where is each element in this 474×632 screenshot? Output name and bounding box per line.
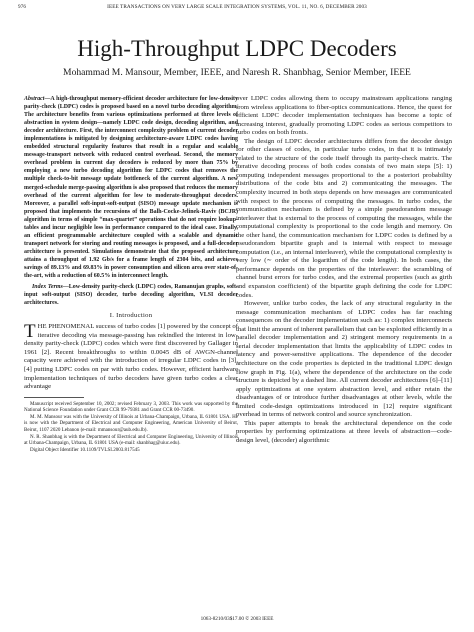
abstract-text: A high-throughput memory-efficient decoder architecture for low-density parity-check (LDPC) codes is proposed based on a novel turbo decoding algorithm. The architecture benefits from various optimizations performed at three levels of abstraction in system design—namely LDPC code design, decoding algorithm, and decoder architecture. First, the interconnect complexity problem of current decoder implementations is mitigated by designing architecture-aware LDPC codes having embedded structural regularity features that result in a regular and scalable message-transport network with reduced control overhead. Second, the memory overhead problem in current day decoders is reduced by more than 75% by employing a new turbo decoding algorithm for LDPC codes that removes the multiple check-to-bit message update bottleneck of the current algorithm. A new merged-schedule merge-passing algorithm is also proposed that reduces the memory overhead of the current algorithm for low to moderate-throughput decoders. Moreover, a parallel soft-input-soft-output (SISO) message update mechanism is proposed that implements the recursions of the Balh-Cocke-Jelinek-Raviv (BCJR) algorithm in terms of simple “max-quartet” operations that do not require lookup-tables and incur negligible loss in performance compared to the ideal case. Finally, an efficient programmable architecture coupled with a scalable and dynamic transport network for storing and routing messages is proposed, and a full-decoder architecture is presented. Simulations demonstrate that the proposed architecture attains a throughput of 1.92 Gb/s for a frame length of 2304 bits, and achieves savings of 89.13% and 69.83% in power consumption and silicon area over state-of-the-art, with a reduction of 60.5% in interconnect length. bbox=[24, 96, 238, 280]
paper-title: High-Throughput LDPC Decoders bbox=[77, 36, 397, 61]
body-paragraph: This paper attempts to break the architectural dependence on the code properties by performing optimizations at three levels of abstraction—code-design level, (decoder) algorithmic bbox=[236, 419, 452, 444]
left-column bbox=[24, 95, 238, 453]
running-head bbox=[18, 4, 456, 14]
section-heading: I. Introduction bbox=[109, 312, 153, 320]
right-column bbox=[236, 95, 452, 445]
intro-text: HE PHENOMENAL success of turbo codes [1] powered by the concept of iterative decoding via message-passing has rekindled the interest in low-density parity-check (LDPC) codes which were first discovered by Gallager in 1961 [2]. Recent breakthroughs to within 0.0045 dB of AWGN-channel capacity were achieved with the introduction of irregular LDPC codes in [3], [4] putting LDPC codes on par with turbo codes. However, efficient hardware implementation techniques of turbo decoders have given turbo codes a clear advantage bbox=[24, 323, 238, 391]
footnote: N. R. Shanbhag is with the Department of Electrical and Computer Engineering, University of Illinois at Urbana-Champaign, Urbana, IL 61801 USA (e-mail: shanbhag@uiuc.edu). bbox=[24, 433, 238, 447]
abstract bbox=[24, 95, 238, 280]
body-paragraph: The design of LDPC decoder architectures differs from the decoder design for other classes of codes, in particular turbo codes, in that it is intimately related to the structure of the code itself through its parity-check matrix. The iterative decoding process of both codes consists of two main steps [5]: 1) computing independent messages proportional to the a posteriori probability distributions of the code bits and 2) communicating the messages. The complexity incurred in both steps depends on how messages are communicated with respect to the process of computing the messages. In turbo codes, the communication mechanism is defined by a simple pseudorandom message interleaver that is external to the process of computing the messages, while the computational complexity is proportional to the code length and memory. On the other hand, the communication mechanism for LDPC codes is defined by a pseudorandom bipartite graph and is internal with respect to message computation (i.e., an internal interleaver), while the computational complexity is very low (∼ order of the logarithm of the code length). In both cases, the performance depends on the properties of the interleaver: the scrambling of channel burst errors for turbo codes, and the extremal properties (such as girth and expansion coefficient) of the bipartite graph defining the code for LDPC codes. bbox=[236, 137, 452, 299]
footnote: Digital Object Identifier 10.1109/TVLSI.2003.817545 bbox=[30, 446, 140, 453]
body-paragraph: However, unlike turbo codes, the lack of any structural regularity in the message communication mechanism of LDPC codes has far reaching consequences on the decoder implementation such as: 1) complex interconnects that limit the amount of inherent parallelism that can be exploited efficiently in a parallel decoder implementation and 2) stringent memory requirements in a serial decoder implementation that limits the applicability of LDPC codes in latency and power-sensitive applications. The dependence of the decoder architecture on the code properties is depicted in the traditional LDPC design flow graph in Fig. 1(a), where the dependence of the architecture on the code structure is depicted by a dashed line. All current decoder architectures [6]–[11] apply optimizations at one system abstraction level, and either retain the disadvantages of or introduce further disadvantages at other levels, while the limited code-design optimizations introduced in [12] require significant overhead in terms of network control and source synchronization. bbox=[236, 300, 452, 419]
drop-cap: T bbox=[24, 321, 36, 343]
footnote: M. M. Mansour was with the University of Illinois at Urbana-Champaign, Urbana, IL 61801 USA. He is now with the Department of Electrical and Computer Engineering, American University of Beirut, Beirut, 1107 2020 Lebanon (e-mail: mmansour@aub.edu.lb). bbox=[24, 413, 238, 433]
body-paragraph: over LDPC codes allowing them to occupy mainstream applications ranging from wireless applications to fiber-optics communications. Hence, the quest for efficient LDPC decoder implementation techniques has become a topic of increasing interest, gradually promoting LDPC codes as serious competitors to turbo codes on both fronts. bbox=[236, 95, 452, 137]
paper-authors: Mohammad M. Mansour, Member, IEEE, and Naresh R. Shanbhag, Senior Member, IEEE bbox=[63, 67, 411, 78]
page-number: 976 bbox=[18, 4, 27, 10]
journal-name: IEEE TRANSACTIONS ON VERY LARGE SCALE INTEGRATION SYSTEMS, VOL. 11, NO. 6, DECEMBER 2003 bbox=[107, 4, 367, 10]
index-terms-text: Low-density parity-check (LDPC) codes, Ramanujan graphs, soft-input soft-output (SISO) decoder, turbo decoding algorithm, VLSI decoder architectures. bbox=[24, 284, 238, 307]
intro-paragraph bbox=[24, 323, 238, 391]
copyright-line: 1063-8210/03$17.00 © 2003 IEEE bbox=[200, 616, 274, 622]
index-terms bbox=[24, 283, 238, 307]
index-terms-label: Index Terms— bbox=[32, 284, 69, 291]
footnote-divider bbox=[24, 397, 84, 398]
footnote: Manuscript received September 10, 2002; revised February 3, 2003. This work was supported by the National Science Foundation under Grant CCR 99-79381 and Grant CCR 00-73490. bbox=[24, 400, 238, 414]
abstract-label: Abstract— bbox=[24, 96, 51, 102]
